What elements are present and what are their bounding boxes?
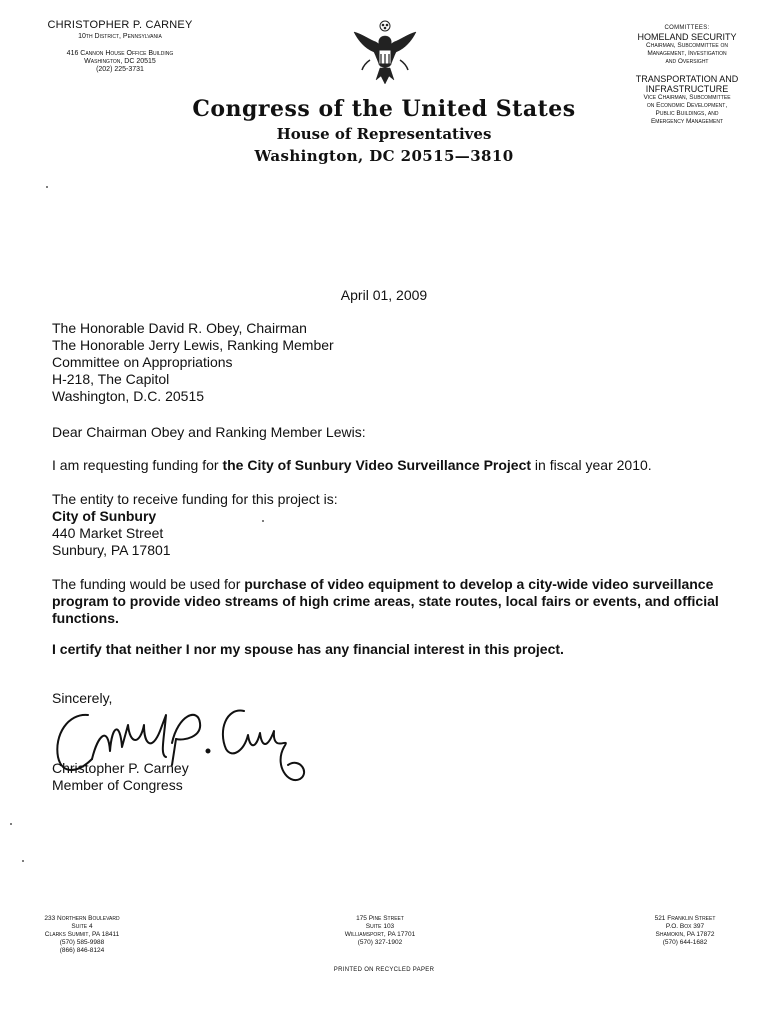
scan-speck [22, 860, 24, 862]
member-name: CHRISTOPHER P. CARNEY [47, 19, 193, 31]
footer-line: (866) 846-8124 [59, 947, 105, 954]
committees-label: COMMITTEES: [664, 25, 710, 31]
footer-office-williamsport [320, 915, 440, 947]
recycled-paper-note: PRINTED ON RECYCLED PAPER [333, 967, 435, 973]
committee2-role-line4: Emergency Management [650, 118, 724, 125]
footer-line: Shamokin, PA 17872 [655, 931, 715, 938]
recipient-line: Washington, D.C. 20515 [52, 388, 205, 404]
committee-transportation-line1: TRANSPORTATION AND [635, 74, 739, 84]
scan-speck [46, 186, 48, 188]
footer-line: 521 Franklin Street [654, 915, 716, 922]
committee-homeland-security: HOMELAND SECURITY [637, 32, 737, 42]
entity-name: City of Sunbury [52, 508, 157, 524]
recipient-line: Committee on Appropriations [52, 354, 233, 370]
footer-line: 233 Northern Boulevard [44, 915, 120, 922]
footer-line: (570) 644-1682 [662, 939, 708, 946]
salutation: Dear Chairman Obey and Ranking Member Lewis: [52, 424, 366, 440]
entity-block [52, 491, 732, 559]
great-seal-icon [350, 20, 420, 88]
signer-name: Christopher P. Carney [52, 760, 189, 776]
footer-office-clarks-summit [22, 915, 142, 955]
footer-line: (570) 585-9988 [59, 939, 105, 946]
footer-line: Clarks Summit, PA 18411 [44, 931, 120, 938]
dc-office-building: 416 Cannon House Office Building [66, 50, 174, 57]
recipient-line: The Honorable David R. Obey, Chairman [52, 320, 307, 336]
footer-office-shamokin [630, 915, 740, 947]
scan-speck [262, 520, 264, 522]
dc-office-city: Washington, DC 20515 [84, 58, 156, 65]
footer-line: Williamsport, PA 17701 [344, 931, 416, 938]
request-text-start: I am requesting funding for [52, 457, 223, 473]
committee1-role-line2: Management, Investigation [647, 50, 727, 57]
recipient-line: The Honorable Jerry Lewis, Ranking Member [52, 337, 334, 353]
committee1-role-line1: Chairman, Subcommittee on [646, 42, 728, 49]
committee-transportation-line2: INFRASTRUCTURE [645, 84, 729, 94]
dc-office-address [30, 50, 210, 74]
request-paragraph [52, 457, 732, 474]
usage-text-start: The funding would be used for [52, 576, 245, 592]
signer-title: Member of Congress [52, 777, 183, 793]
letter-date: April 01, 2009 [340, 287, 428, 303]
project-name: the City of Sunbury Video Surveillance Project [222, 457, 532, 473]
dc-office-phone: (202) 225-3731 [96, 66, 144, 73]
signer-block [52, 760, 189, 794]
entity-city: Sunbury, PA 17801 [52, 542, 171, 558]
footer-line: 175 Pine Street [356, 915, 404, 922]
letterhead-title [0, 96, 768, 165]
entity-street: 440 Market Street [52, 525, 164, 541]
congress-title: Congress of the United States [192, 96, 576, 122]
usage-paragraph [52, 576, 732, 627]
committee2-role-line2: on Economic Development, [646, 102, 728, 109]
committee2-role-line1: Vice Chairman, Subcommittee [643, 94, 731, 101]
scan-speck [10, 823, 12, 825]
request-text-end: in fiscal year 2010. [531, 457, 652, 473]
footer-line: P.O. Box 397 [665, 923, 705, 930]
member-district: 10th District, Pennsylvania [78, 33, 162, 40]
entity-intro: The entity to receive funding for this project is: [52, 491, 338, 507]
committee1-role-line3: and Oversight [665, 58, 709, 65]
recipient-line: H-218, The Capitol [52, 371, 170, 387]
footer-line: Suite 103 [365, 923, 395, 930]
closing: Sincerely, [52, 690, 113, 706]
washington-address: Washington, DC 20515—3810 [254, 147, 514, 165]
usage-description: purchase of video equipment to develop a city-wide video surveillance program to provide video streams of high crime areas, state routes, local fairs or events, and official functions. [52, 576, 719, 626]
certification-statement: I certify that neither I nor my spouse has any financial interest in this project. [52, 641, 564, 657]
member-header [30, 20, 210, 74]
committee2-role-line3: Public Buildings, and [655, 110, 719, 117]
house-title: House of Representatives [276, 125, 492, 143]
footer-line: (570) 327-1902 [357, 939, 403, 946]
recipient-address [52, 320, 732, 405]
footer-line: Suite 4 [71, 923, 93, 930]
